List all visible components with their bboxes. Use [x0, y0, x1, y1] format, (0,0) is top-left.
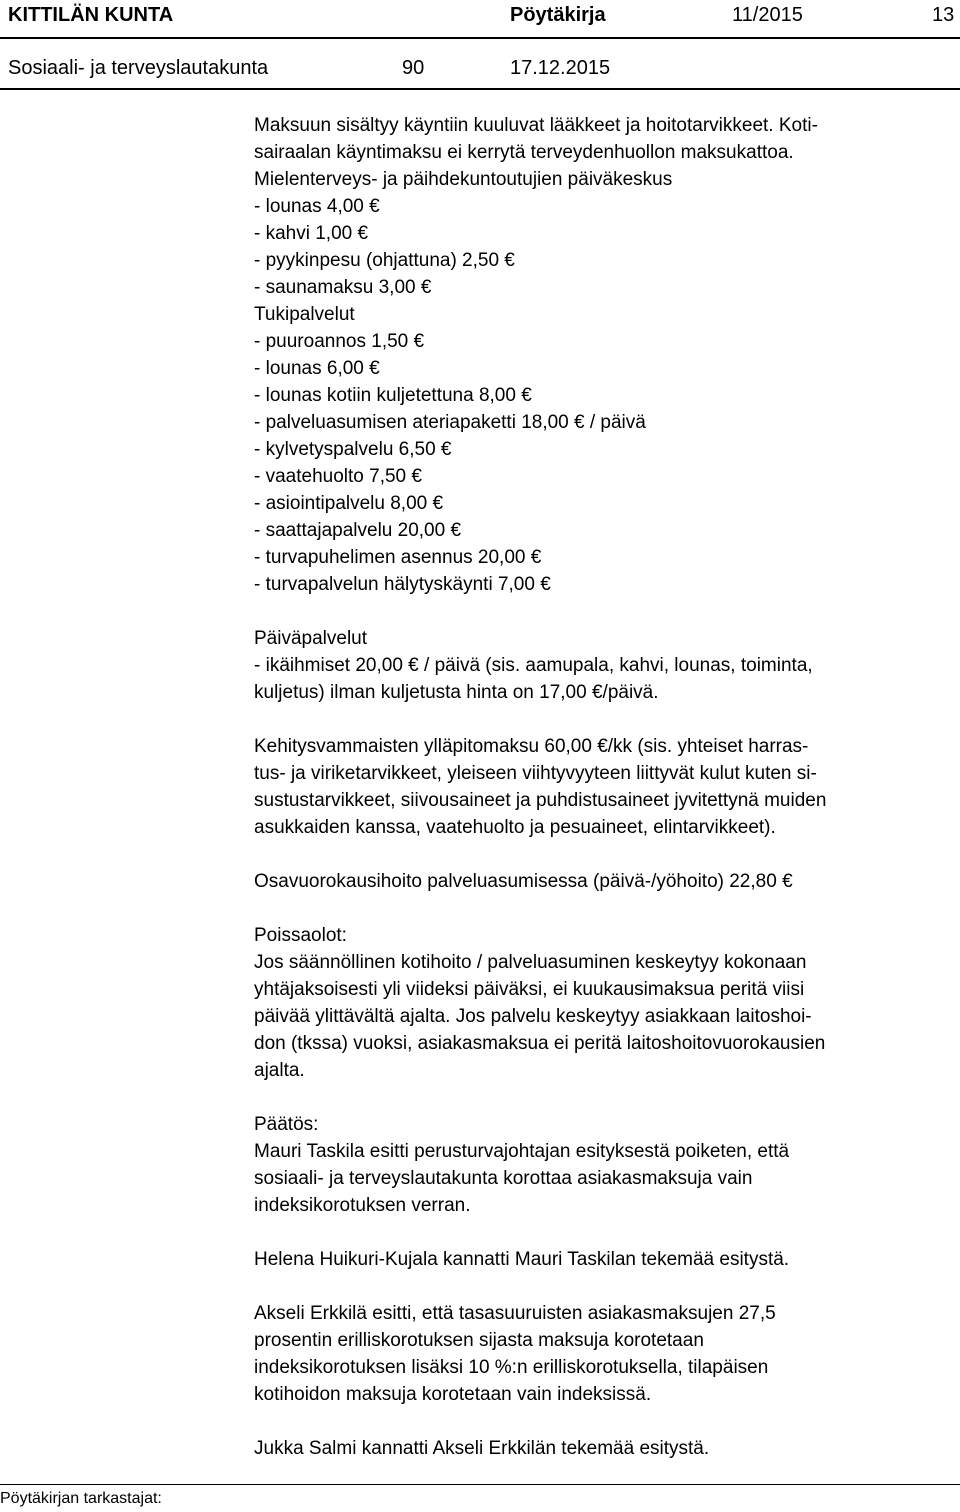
- body-line: sosiaali- ja terveyslautakunta korottaa asiakasmaksuja vain: [254, 1168, 753, 1189]
- body-line: yhtäjaksoisesti yli viideksi päiväksi, ei kuukausimaksua peritä viisi: [254, 979, 805, 1000]
- body-line: kotihoidon maksuja korotetaan vain indeksissä.: [254, 1384, 652, 1405]
- body-line: sairaalan käyntimaksu ei kerrytä terveydenhuollon maksukattoa.: [254, 142, 794, 163]
- body-line: Poissaolot:: [254, 925, 347, 946]
- body-line: - pyykinpesu (ohjattuna) 2,50 €: [254, 250, 515, 271]
- body-line: - puuroannos 1,50 €: [254, 331, 425, 352]
- body-line: tus- ja viriketarvikkeet, yleiseen viihtyvyyteen liittyvät kulut kuten si-: [254, 763, 817, 784]
- body-line: - saunamaksu 3,00 €: [254, 277, 432, 298]
- body-line: - lounas kotiin kuljetettuna 8,00 €: [254, 385, 532, 406]
- body-line: indeksikorotuksen verran.: [254, 1195, 471, 1216]
- footer-divider: [0, 1484, 960, 1485]
- body-line: Maksuun sisältyy käyntiin kuuluvat lääkkeet ja hoitotarvikkeet. Koti-: [254, 115, 818, 136]
- body-line: Jukka Salmi kannatti Akseli Erkkilän tekemää esitystä.: [254, 1438, 710, 1459]
- body-line: Päätös:: [254, 1114, 319, 1135]
- body-line: Kehitysvammaisten ylläpitomaksu 60,00 €/kk (sis. yhteiset harras-: [254, 736, 809, 757]
- body-line: päivää ylittävältä ajalta. Jos palvelu keskeytyy asiakkaan laitoshoi-: [254, 1006, 812, 1027]
- body-line: - saattajapalvelu 20,00 €: [254, 520, 462, 541]
- body-line: - kahvi 1,00 €: [254, 223, 369, 244]
- body-line: don (tkssa) vuoksi, asiakasmaksua ei peritä laitoshoitovuorokausien: [254, 1033, 826, 1054]
- board-name: Sosiaali- ja terveyslautakunta: [8, 57, 269, 79]
- body-line: Osavuorokausihoito palveluasumisessa (päivä-/yöhoito) 22,80 €: [254, 871, 793, 892]
- blank-line: [254, 1219, 954, 1246]
- header-divider-bottom: [0, 88, 960, 90]
- document-number: 11/2015: [732, 4, 803, 26]
- body-line: - turvapalvelun hälytyskäynti 7,00 €: [254, 574, 551, 595]
- body-line: ajalta.: [254, 1060, 305, 1081]
- blank-line: [254, 841, 954, 868]
- body-line: - kylvetyspalvelu 6,50 €: [254, 439, 452, 460]
- body-line: Akseli Erkkilä esitti, että tasasuuruisten asiakasmaksujen 27,5: [254, 1303, 776, 1324]
- document-type: Pöytäkirja: [510, 4, 606, 26]
- footer-reviewers-label: Pöytäkirjan tarkastajat:: [0, 1490, 162, 1507]
- blank-line: [254, 895, 954, 922]
- municipality-name: KITTILÄN KUNTA: [8, 4, 174, 26]
- body-line: kuljetus) ilman kuljetusta hinta on 17,00 €/päivä.: [254, 682, 659, 703]
- body-line: Mauri Taskila esitti perusturvajohtajan esityksestä poiketen, että: [254, 1141, 790, 1162]
- blank-line: [254, 706, 954, 733]
- body-line: prosentin erilliskorotuksen sijasta maksuja korotetaan: [254, 1330, 704, 1351]
- body-line: Tukipalvelut: [254, 304, 355, 325]
- body-line: Jos säännöllinen kotihoito / palveluasuminen keskeytyy kokonaan: [254, 952, 807, 973]
- page-number: 13: [932, 4, 955, 26]
- body-line: - ikäihmiset 20,00 € / päivä (sis. aamupala, kahvi, lounas, toiminta,: [254, 655, 813, 676]
- body-line: Helena Huikuri-Kujala kannatti Mauri Taskilan tekemää esitystä.: [254, 1249, 790, 1270]
- body-line: - lounas 6,00 €: [254, 358, 380, 379]
- meeting-date: 17.12.2015: [510, 57, 611, 79]
- header-divider-top: [0, 37, 960, 39]
- blank-line: [254, 1408, 954, 1435]
- document-body: [254, 112, 954, 1462]
- body-line: - palveluasumisen ateriapaketti 18,00 € / päivä: [254, 412, 646, 433]
- blank-line: [254, 598, 954, 625]
- body-line: Mielenterveys- ja päihdekuntoutujien päiväkeskus: [254, 169, 673, 190]
- section-number: 90: [402, 57, 425, 79]
- body-line: - turvapuhelimen asennus 20,00 €: [254, 547, 542, 568]
- body-line: - asiointipalvelu 8,00 €: [254, 493, 444, 514]
- body-line: indeksikorotuksen lisäksi 10 %:n erilliskorotuksella, tilapäisen: [254, 1357, 769, 1378]
- body-line: sustustarvikkeet, siivousaineet ja puhdistusaineet jyvitettynä muiden: [254, 790, 827, 811]
- body-line: asukkaiden kanssa, vaatehuolto ja pesuaineet, elintarvikkeet).: [254, 817, 776, 838]
- blank-line: [254, 1273, 954, 1300]
- blank-line: [254, 1084, 954, 1111]
- body-line: - vaatehuolto 7,50 €: [254, 466, 422, 487]
- body-line: - lounas 4,00 €: [254, 196, 380, 217]
- body-line: Päiväpalvelut: [254, 628, 368, 649]
